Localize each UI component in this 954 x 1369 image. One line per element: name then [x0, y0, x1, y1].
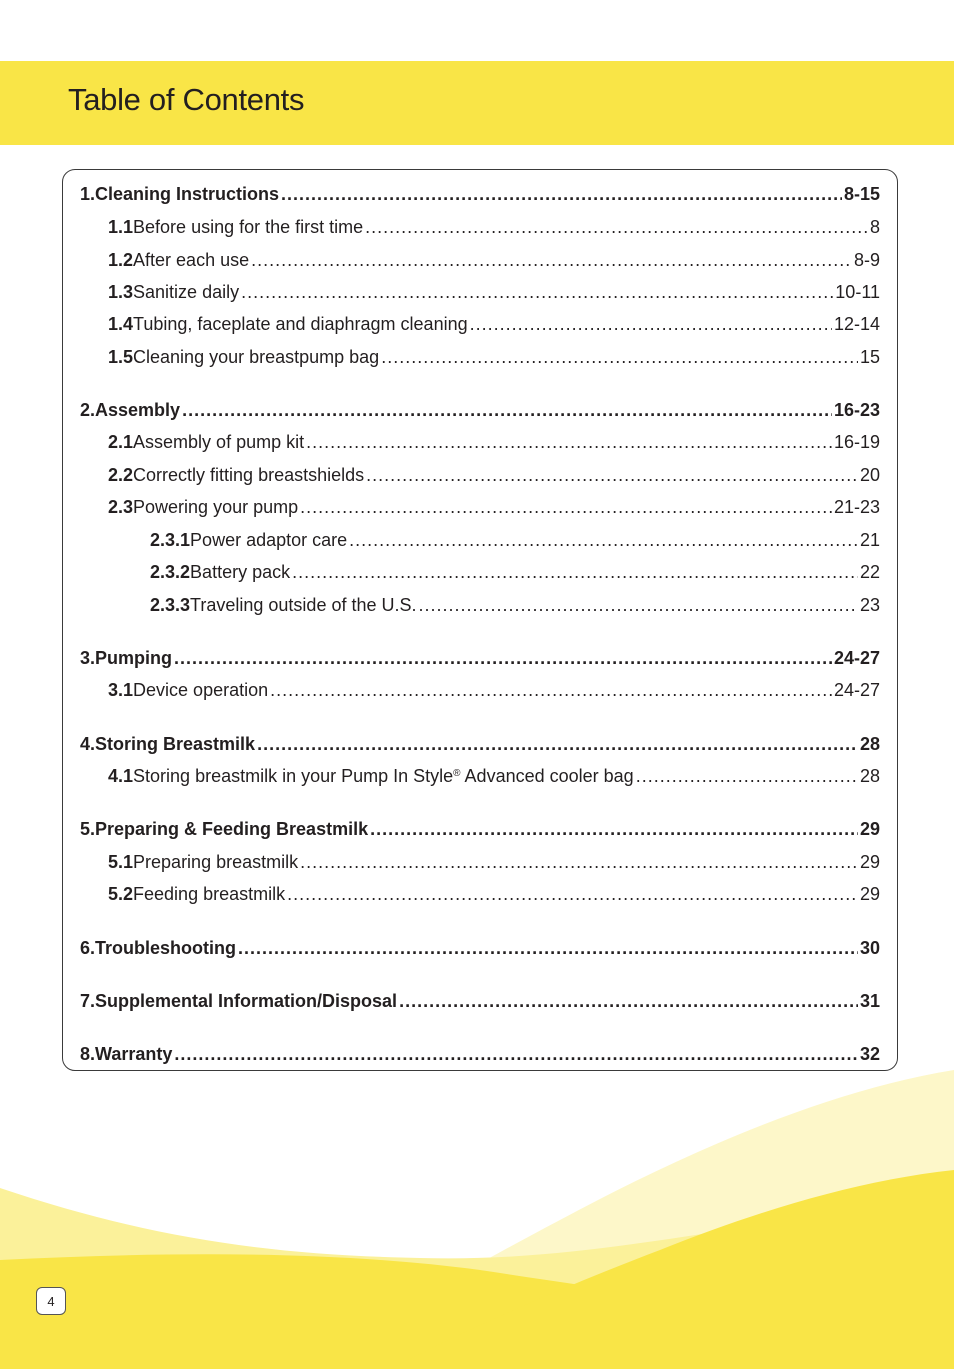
toc-entry-title-text: Before using for the first time [133, 217, 364, 237]
toc-entry-title-text: Power adaptor care [190, 530, 348, 550]
toc-entry-number: 5. [80, 819, 96, 839]
dot-leader [182, 398, 832, 422]
toc-chapter-row[interactable] [80, 1042, 880, 1066]
toc-entry-number: 2. [80, 400, 96, 420]
toc-entry-page: 21-23 [833, 497, 880, 517]
dot-leader [292, 560, 858, 584]
toc-entry-title-text: Powering your pump [133, 497, 299, 517]
toc-entry-number: 1.3 [108, 282, 134, 302]
toc-entry-number: 1.4 [108, 314, 134, 334]
toc-entry-number: 1.1 [108, 217, 134, 237]
toc-section-row[interactable] [108, 463, 880, 487]
toc-entry-page: 8-9 [853, 250, 880, 270]
toc-entry-title [133, 345, 379, 369]
toc-entry-page: 10-11 [835, 282, 880, 302]
toc-section-row[interactable] [108, 678, 880, 702]
dot-leader [306, 430, 832, 454]
toc-entry-title-text: Battery pack [190, 562, 291, 582]
toc-entry-title [95, 989, 397, 1013]
toc-entry-page: 29 [859, 884, 880, 904]
toc-entry-title-text: Pumping [95, 648, 173, 668]
toc-section-row[interactable] [108, 764, 880, 788]
toc-entry-page: 20 [859, 465, 880, 485]
toc-entry-page: 31 [859, 991, 880, 1011]
toc-section-row[interactable] [108, 882, 880, 906]
toc-chapter-row[interactable] [80, 732, 880, 756]
toc-entry-page: 32 [859, 1044, 880, 1064]
dot-leader [381, 345, 858, 369]
toc-entry-title-text: Preparing breastmilk [133, 852, 299, 872]
toc-entry-title [190, 528, 347, 552]
dot-leader [419, 593, 858, 617]
toc-section-row[interactable] [108, 215, 880, 239]
toc-entry-number: 4. [80, 734, 96, 754]
toc-entry-title [133, 678, 268, 702]
toc-subsection-row[interactable] [150, 528, 880, 552]
dot-leader [470, 312, 832, 336]
toc-entry-page: 22 [859, 562, 880, 582]
toc-entry-page: 24-27 [833, 648, 880, 668]
toc-entry-page: 29 [859, 819, 880, 839]
toc-entry-title [95, 182, 279, 206]
page-title: Table of Contents [68, 82, 305, 117]
toc-entry-number: 1.5 [108, 347, 134, 367]
toc-chapter-row[interactable] [80, 936, 880, 960]
toc-entry-title-text: After each use [133, 250, 250, 270]
toc-subsection-row[interactable] [150, 560, 880, 584]
dot-leader [349, 528, 858, 552]
toc-section-row[interactable] [108, 495, 880, 519]
toc-entry-title [133, 764, 634, 788]
dot-leader [399, 989, 858, 1013]
toc-entry-number: 3. [80, 648, 96, 668]
toc-entry-page: 29 [859, 852, 880, 872]
toc-entry-title-text: Cleaning Instructions [95, 184, 280, 204]
toc-subsection-row[interactable] [150, 593, 880, 617]
toc-entry-title [95, 936, 236, 960]
toc-chapter-row[interactable] [80, 989, 880, 1013]
toc-entry-title [133, 312, 468, 336]
toc-section-row[interactable] [108, 280, 880, 304]
dot-leader [281, 182, 842, 206]
toc-entry-number: 2.3.2 [150, 562, 191, 582]
dot-leader [636, 764, 858, 788]
dot-leader [365, 215, 868, 239]
toc-entry-title [133, 882, 285, 906]
toc-entry-number: 5.1 [108, 852, 134, 872]
dot-leader [174, 1042, 858, 1066]
toc-entry-number: 6. [80, 938, 96, 958]
toc-entry-number: 2.3.3 [150, 595, 191, 615]
toc-entry-title-text: Assembly of pump kit [133, 432, 305, 452]
dot-leader [257, 732, 858, 756]
toc-entry-page: 24-27 [833, 680, 880, 700]
dot-leader [287, 882, 858, 906]
toc-entry-title [190, 593, 416, 617]
toc-entry-number: 7. [80, 991, 96, 1011]
toc-entry-title-text: Storing breastmilk in your Pump In Style [133, 766, 454, 786]
toc-entry-title [95, 817, 368, 841]
toc-entry-title [133, 430, 304, 454]
toc-chapter-row[interactable] [80, 646, 880, 670]
dot-leader [366, 463, 858, 487]
toc-entry-title-text: Storing Breastmilk [95, 734, 256, 754]
toc-entry-page: 16-19 [833, 432, 880, 452]
toc-entry-page: 30 [859, 938, 880, 958]
toc-entry-title-text: Device operation [133, 680, 269, 700]
toc-chapter-row[interactable] [80, 398, 880, 422]
toc-entry-page: 8 [869, 217, 880, 237]
toc-chapter-row[interactable] [80, 182, 880, 206]
toc-entry-number: 1.2 [108, 250, 134, 270]
toc-entry-title-text: Feeding breastmilk [133, 884, 286, 904]
toc-entry-page: 8-15 [843, 184, 880, 204]
toc-entry-number: 2.1 [108, 432, 134, 452]
toc-entry-title-text: Tubing, faceplate and diaphragm cleaning [133, 314, 468, 334]
toc-entry-page: 28 [859, 766, 880, 786]
toc-entry-title [133, 850, 298, 874]
toc-entry-page: 23 [859, 595, 880, 615]
toc-entry-page: 12-14 [833, 314, 880, 334]
toc-entry-page: 15 [859, 347, 880, 367]
toc-entry-title-text: Cleaning your breastpump bag [133, 347, 380, 367]
toc-section-row[interactable] [108, 312, 880, 336]
registered-mark: ® [453, 768, 461, 779]
toc-entry-title-text: Troubleshooting [95, 938, 237, 958]
toc-entry-number: 8. [80, 1044, 96, 1064]
dot-leader [241, 280, 833, 304]
dot-leader [174, 646, 832, 670]
toc-entry-number: 4.1 [108, 766, 134, 786]
toc-entry-number: 5.2 [108, 884, 134, 904]
toc-section-row[interactable] [108, 248, 880, 272]
dot-leader [300, 850, 858, 874]
toc-entry-title [95, 732, 255, 756]
toc-entry-title [190, 560, 290, 584]
toc-entry-title [133, 215, 363, 239]
toc-entry-title [95, 1042, 172, 1066]
toc-entry-number: 2.2 [108, 465, 134, 485]
toc-entry-title-text: Correctly fitting breastshields [133, 465, 365, 485]
toc-entry-number: 3.1 [108, 680, 134, 700]
toc-entry-title-text: Assembly [95, 400, 181, 420]
toc-entry-title-text: Advanced cooler bag [460, 766, 634, 786]
toc-entry-title-text: Warranty [95, 1044, 173, 1064]
toc-entry-title [95, 646, 172, 670]
toc-section-row[interactable] [108, 345, 880, 369]
toc-entry-title-text: Preparing & Feeding Breastmilk [95, 819, 369, 839]
decorative-wave [0, 1070, 954, 1369]
toc-entry-title-text: Traveling outside of the U.S. [190, 595, 417, 615]
toc-entry-title [133, 463, 364, 487]
toc-section-row[interactable] [108, 430, 880, 454]
toc-entry-number: 2.3.1 [150, 530, 191, 550]
dot-leader [300, 495, 832, 519]
toc-entry-page: 28 [859, 734, 880, 754]
dot-leader [238, 936, 858, 960]
toc-entry-title [133, 248, 249, 272]
toc-entry-number: 2.3 [108, 497, 134, 517]
dot-leader [270, 678, 832, 702]
toc-entry-title-text: Supplemental Information/Disposal [95, 991, 398, 1011]
toc-entry-title [133, 495, 298, 519]
toc-entry-number: 1. [80, 184, 96, 204]
dot-leader [370, 817, 858, 841]
toc-section-row[interactable] [108, 850, 880, 874]
toc-entry-page: 16-23 [833, 400, 880, 420]
toc-chapter-row[interactable] [80, 817, 880, 841]
toc-entry-title-text: Sanitize daily [133, 282, 240, 302]
page-number: 4 [36, 1287, 66, 1315]
toc-entry-title [95, 398, 180, 422]
toc-entry-page: 21 [859, 530, 880, 550]
toc-entry-title [133, 280, 239, 304]
dot-leader [251, 248, 852, 272]
